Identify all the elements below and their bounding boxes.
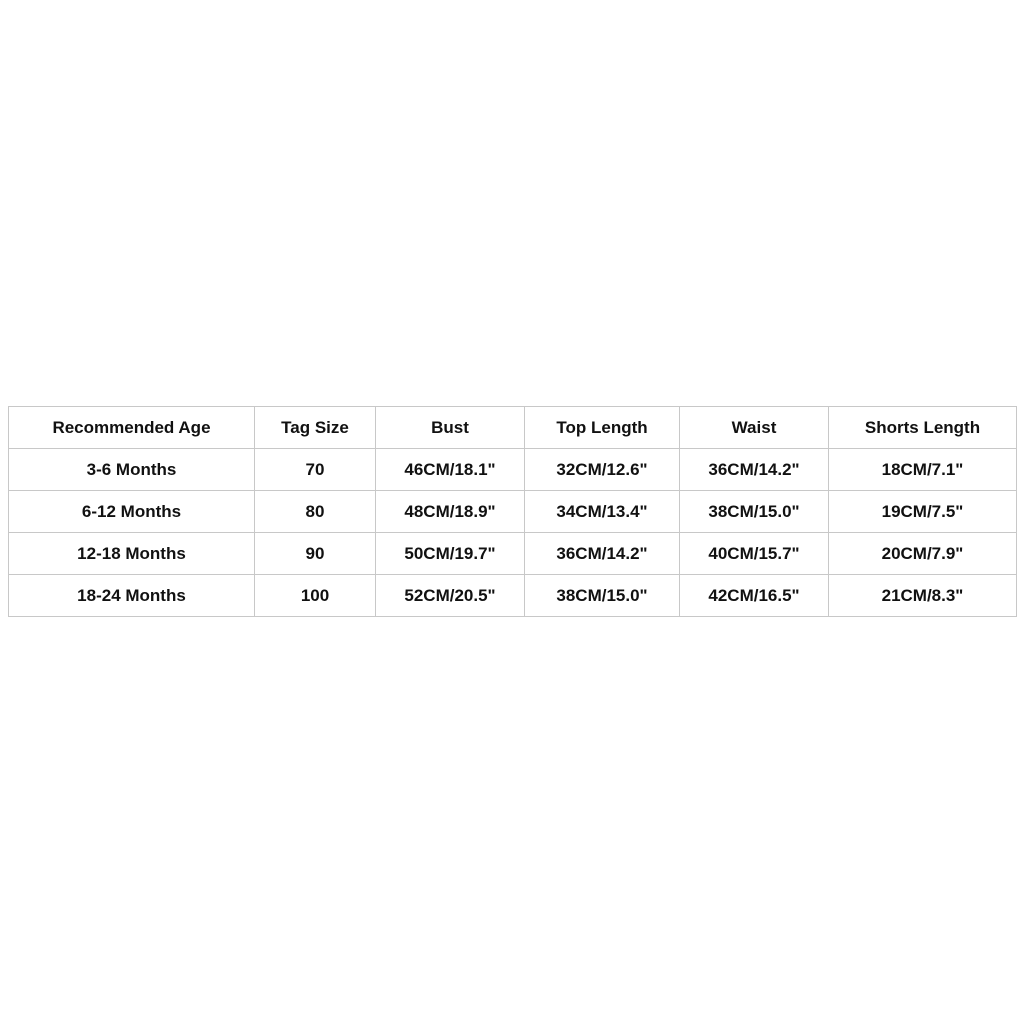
header-row — [9, 407, 1017, 449]
cell-bust: 48CM/18.9" — [376, 491, 525, 533]
header-bust: Bust — [376, 407, 525, 449]
cell-waist: 36CM/14.2" — [680, 449, 829, 491]
header-recommended-age: Recommended Age — [9, 407, 255, 449]
cell-tag-size: 100 — [255, 575, 376, 617]
cell-top-length: 38CM/15.0" — [525, 575, 680, 617]
cell-bust: 52CM/20.5" — [376, 575, 525, 617]
header-top-length: Top Length — [525, 407, 680, 449]
cell-waist: 40CM/15.7" — [680, 533, 829, 575]
table-row — [9, 491, 1017, 533]
table-header — [9, 407, 1017, 449]
cell-recommended-age: 12-18 Months — [9, 533, 255, 575]
cell-shorts-length: 20CM/7.9" — [829, 533, 1017, 575]
table-row — [9, 449, 1017, 491]
cell-recommended-age: 3-6 Months — [9, 449, 255, 491]
header-tag-size: Tag Size — [255, 407, 376, 449]
cell-waist: 38CM/15.0" — [680, 491, 829, 533]
cell-shorts-length: 21CM/8.3" — [829, 575, 1017, 617]
cell-top-length: 32CM/12.6" — [525, 449, 680, 491]
table-row — [9, 575, 1017, 617]
cell-shorts-length: 19CM/7.5" — [829, 491, 1017, 533]
cell-waist: 42CM/16.5" — [680, 575, 829, 617]
cell-top-length: 36CM/14.2" — [525, 533, 680, 575]
size-chart-table — [8, 406, 1017, 617]
table-body — [9, 449, 1017, 617]
cell-recommended-age: 6-12 Months — [9, 491, 255, 533]
table-row — [9, 533, 1017, 575]
header-waist: Waist — [680, 407, 829, 449]
cell-tag-size: 70 — [255, 449, 376, 491]
cell-bust: 50CM/19.7" — [376, 533, 525, 575]
cell-shorts-length: 18CM/7.1" — [829, 449, 1017, 491]
cell-tag-size: 80 — [255, 491, 376, 533]
cell-bust: 46CM/18.1" — [376, 449, 525, 491]
cell-top-length: 34CM/13.4" — [525, 491, 680, 533]
cell-recommended-age: 18-24 Months — [9, 575, 255, 617]
cell-tag-size: 90 — [255, 533, 376, 575]
header-shorts-length: Shorts Length — [829, 407, 1017, 449]
